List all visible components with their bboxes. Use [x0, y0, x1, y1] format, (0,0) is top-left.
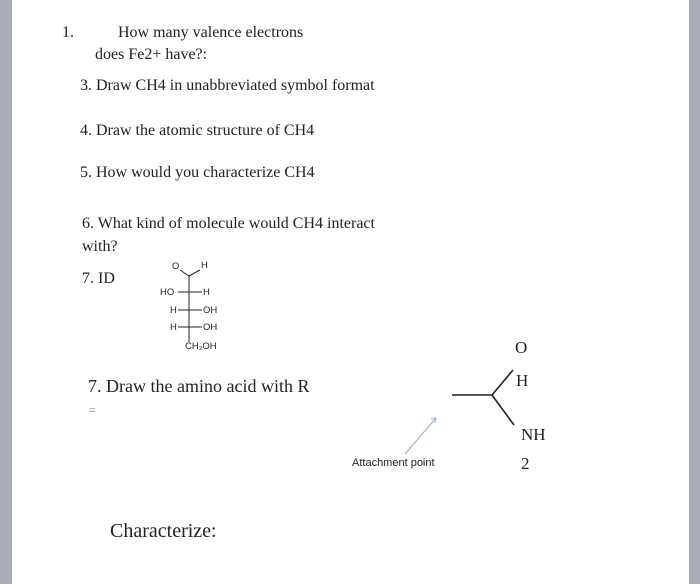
amino-subscript-2: 2: [521, 454, 530, 473]
fischer-bottom: CH₂OH: [185, 341, 217, 352]
q7-id-text: 7. ID: [82, 270, 115, 287]
fischer-row3-right: OH: [203, 322, 218, 333]
amino-h: H: [516, 371, 529, 390]
q1-line2: does Fe2+ have?:: [95, 46, 208, 63]
fischer-row3-left: H: [170, 322, 177, 333]
fischer-top-h: H: [201, 260, 208, 271]
fischer-top-o: O: [172, 261, 180, 272]
equals-sign: =: [89, 403, 96, 417]
q5-text: 5. How would you characterize CH4: [80, 164, 315, 181]
amino-nh: NH: [521, 425, 546, 444]
fischer-row1-left: HO: [160, 287, 175, 298]
amino-skeleton-lines: [0, 0, 1, 1]
right-margin-bar: [689, 0, 700, 584]
q6-line1: 6. What kind of molecule would CH4 interact: [82, 215, 375, 232]
attachment-point-label: Attachment point: [352, 457, 435, 469]
q1-line1: How many valence electrons: [118, 24, 304, 41]
q1-number: 1.: [62, 24, 74, 41]
q6-line2: with?: [82, 238, 118, 255]
q7-amino-text: 7. Draw the amino acid with R: [88, 376, 310, 396]
fischer-row2-right: OH: [203, 305, 218, 316]
q3-text: 3. Draw CH4 in unabbreviated symbol format: [80, 77, 375, 94]
amino-o: O: [515, 338, 528, 357]
q4-text: 4. Draw the atomic structure of CH4: [80, 122, 315, 139]
characterize-label: Characterize:: [110, 520, 217, 542]
left-margin-bar: [0, 0, 12, 584]
fischer-row1-right: H: [203, 287, 210, 298]
fischer-row2-left: H: [170, 305, 177, 316]
